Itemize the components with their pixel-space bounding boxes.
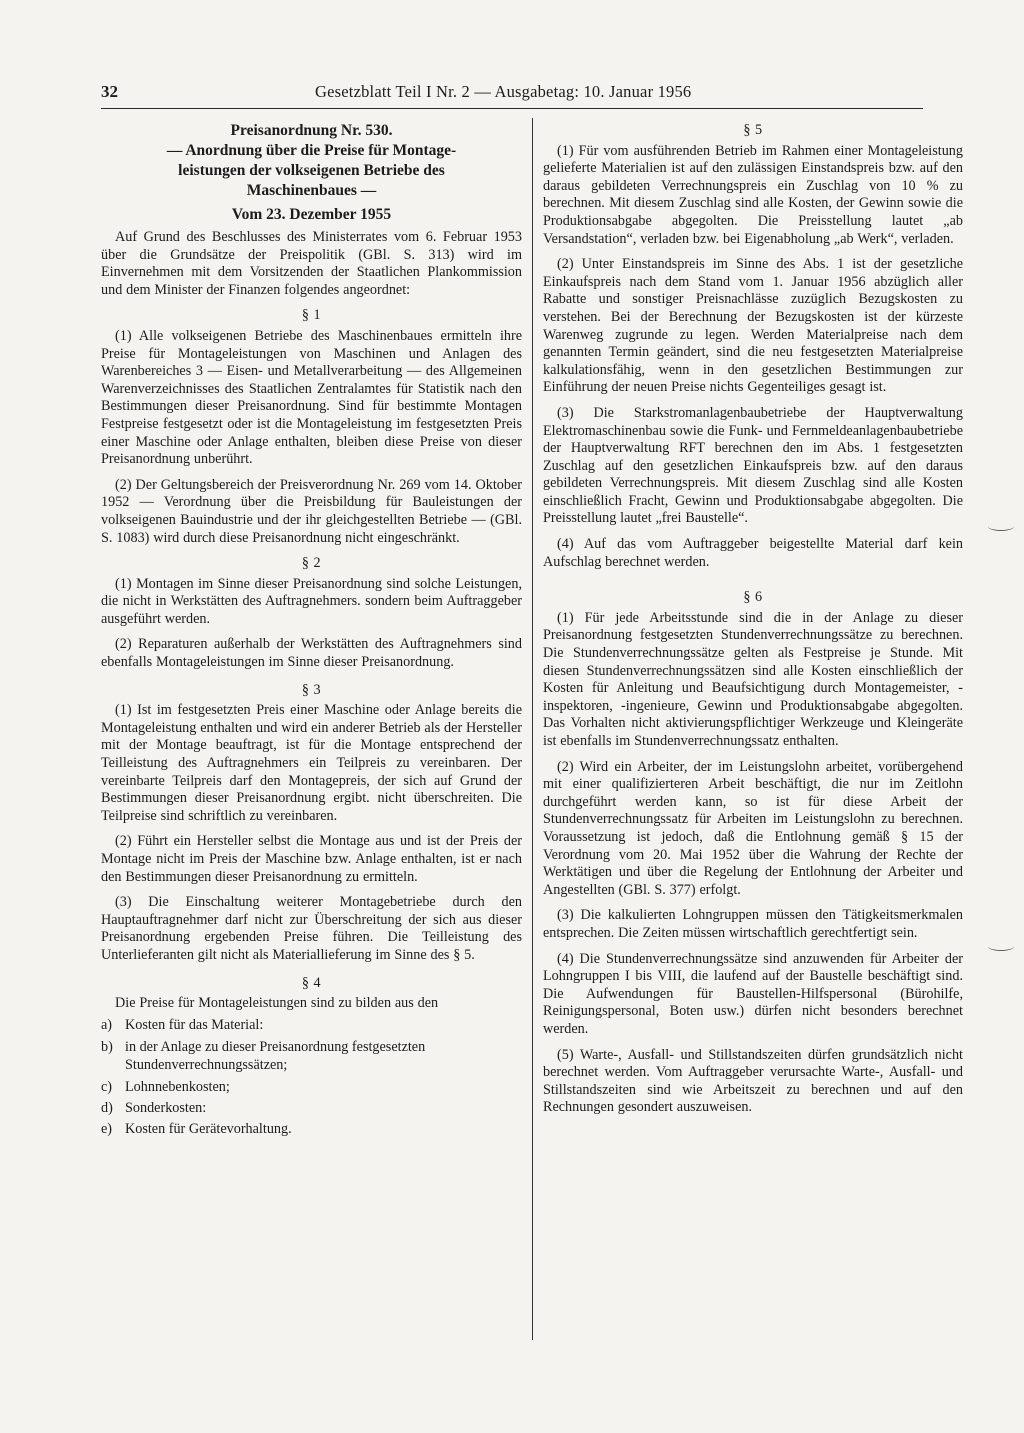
list-item	[101, 1119, 522, 1140]
section-5-para-4: (4) Auf das vom Auftraggeber beigestellte Material darf kein Aufschlag berechnet werden.	[543, 536, 963, 570]
section-5-para-2: (2) Unter Einstandspreis im Sinne des Abs. 1 ist der gesetzliche Einkaufspreis nach dem Stand vom 1. Januar 1956 abzüglich aller Rabatte und sonstiger Preisnachlässe zuzüglich Bezugskosten zu verstehen. Bei der Berechnung der Bezugskosten ist der kürzeste Warenweg zugrunde zu legen. Werden Materialpreise nach dem genannten Termin geändert, sind die neu festgesetzten Materialpreise kalkulationsfähig, wenn in den gesetzlichen Bestimmungen zur Einführung der neuen Preise nichts Gegenteiliges gesagt ist.	[543, 256, 963, 396]
list-item	[101, 1015, 522, 1036]
list-item-text: Sonderkosten:	[125, 1099, 207, 1116]
title-line-4: Maschinenbaues —	[246, 182, 377, 199]
title-line-2: — Anordnung über die Preise für Montage-	[166, 142, 457, 159]
list-item-label: c)	[101, 1078, 113, 1095]
margin-pencil-mark	[988, 522, 1014, 531]
list-item-text: in der Anlage zu dieser Preisanordnung festgesetzten Stundenverrechnungssätzen;	[125, 1038, 426, 1073]
list-item	[101, 1077, 522, 1098]
section-3-para-1: (1) Ist im festgesetzten Preis einer Maschine oder Anlage bereits die Montageleistung enthalten und wird ein anderer Betrieb als der Hersteller mit der Montage beauftragt, ist für die Montage entsprechend der Teilleistung des Auftragnehmers ein Teilpreis zu vereinbaren. Der vereinbarte Teilpreis darf den Montagepreis, der sich auf Grund der Bestimmungen dieser Preisanordnung ergibt. nicht überschreiten. Die Teilpreise sind schriftlich zu vereinbaren.	[101, 702, 522, 824]
margin-pencil-mark	[988, 942, 1014, 951]
ordinance-title	[101, 121, 522, 225]
section-4-list	[101, 1015, 522, 1140]
section-3-para-3: (3) Die Einschaltung weiterer Montagebetriebe durch den Hauptauftragnehmer darf nicht zur Überschreitung der sich aus dieser Preisanordnung ergebenden Preise führen. Die Teilleistung des Unterlieferanten gilt nicht als Materiallieferung im Sinne des § 5.	[101, 894, 522, 963]
section-4-intro: Die Preise für Montageleistungen sind zu bilden aus den	[115, 995, 439, 1012]
section-6-para-1: (1) Für jede Arbeitsstunde sind die in der Anlage zu dieser Preisanordnung festgesetzten Stundenverrechnungssätze zu berechnen. Die Stundenverrechnungssätze gelten als Festpreise je Stunde. Mit diesen Stundenverrechnungssätzen sind alle Kosten einschließlich der Kosten für Anleitung und Beaufsichtigung durch Montagemeister, -inspektoren, -ingenieure, Gewinn und Produktionsabgabe abgegolten. Das Vorhalten nicht aktivierungspflichtiger Werkzeuge und Kleingeräte ist ebenfalls im Stundenverrechnungssatz enthalten.	[543, 609, 963, 749]
section-1-heading: § 1	[301, 307, 322, 324]
section-5-para-3: (3) Die Starkstromanlagenbaubetriebe der Hauptverwaltung Elektromaschinenbau sowie die Funk- und Fernmeldeanlagenbaubetriebe der Hauptverwaltung RFT berechnen den im Abs. 1 festgesetzten Zuschlag auf den gesetzlichen Einkaufspreis bzw. auf den daraus gebildeten Verrechnungspreis. Mit diesem Zuschlag sind alle Kosten einschließlich Fracht, Gewinn und Produktionsabgabe abgegolten. Die Preisstellung lautet „frei Baustelle“.	[543, 404, 963, 527]
title-date: Vom 23. Dezember 1955	[231, 206, 392, 223]
header-rule	[101, 108, 923, 109]
header-title: Gesetzblatt Teil I Nr. 2 — Ausgabetag: 10. Januar 1956	[315, 82, 692, 101]
section-2-para-2: (2) Reparaturen außerhalb der Werkstätten des Auftragnehmers sind ebenfalls Montageleistungen im Sinne dieser Preisanordnung.	[101, 636, 522, 671]
section-6-para-2: (2) Wird ein Arbeiter, der im Leistungslohn arbeitet, vorübergehend mit einer qualifizierteren Arbeit beschäftigt, die nur im Zeitlohn durchgeführt werden kann, so ist für diese Arbeit der Stundenverrechnungssatz für Arbeiten im Leistungslohn zu berechnen. Voraussetzung ist jedoch, daß die Entlohnung gemäß § 15 der Verordnung vom 20. Mai 1952 über die Wahrung der Rechte der Werktätigen und über die Regelung der Entlohnung der Arbeiter und Angestellten (GBl. S. 377) erfolgt.	[543, 758, 963, 898]
list-item-text: Kosten für Gerätevorhaltung.	[125, 1120, 292, 1137]
list-item	[101, 1098, 522, 1119]
section-2-para-1: (1) Montagen im Sinne dieser Preisanordnung sind solche Leistungen, die nicht in Werkstätten des Auftragnehmers. sondern beim Auftraggeber ausgeführt werden.	[101, 575, 522, 627]
list-item-text: Kosten für das Material:	[125, 1016, 264, 1033]
list-item	[101, 1038, 522, 1074]
section-6-para-3: (3) Die kalkulierten Lohngruppen müssen den Tätigkeitsmerkmalen entsprechen. Die Zeiten müssen wirtschaftlich gerechtfertigt sein.	[543, 907, 963, 941]
list-item-text: Lohnnebenkosten;	[125, 1078, 230, 1095]
list-item-label: d)	[101, 1099, 113, 1116]
section-1-para-1: (1) Alle volkseigenen Betriebe des Maschinenbaues ermitteln ihre Preise für Montageleistungen von Maschinen und Anlagen des Warenbereiches 3 — Eisen- und Metallverarbeitung — des Allgemeinen Warenverzeichnisses des Staatlichen Zentralamtes für Statistik nach den Bestimmungen dieser Preisanordnung. Sind für bestimmte Montagen Festpreise festgesetzt oder ist die Montageleistung im festgesetzten Preis einer Maschine oder Anlage enthalten, bleiben diese Preise von dieser Preisanordnung unberührt.	[101, 327, 522, 468]
section-6-heading: § 6	[743, 589, 763, 606]
list-item-label: a)	[101, 1016, 113, 1033]
section-5-para-1: (1) Für vom ausführenden Betrieb im Rahmen einer Montageleistung gelieferte Materialien ist auf den zulässigen Einstandspreis bzw. auf den daraus gebildeten Verrechnungspreis ein Zuschlag von 10 % zu berechnen. Mit diesem Zuschlag sind alle Kosten, der Gewinn sowie die Produktionsabgabe abgegolten. Die Preisstellung lautet „ab Versandstation“, verladen bzw. bei Eigenabholung „ab Werk“, verladen.	[543, 142, 963, 247]
list-item-label: e)	[101, 1120, 113, 1137]
section-3-para-2: (2) Führt ein Hersteller selbst die Montage aus und ist der Preis der Montage nicht im Preis der Maschine bzw. Anlage enthalten, ist er nach den Bestimmungen dieser Preisanordnung zu ermitteln.	[101, 833, 522, 885]
section-2-heading: § 2	[301, 555, 322, 572]
section-6-para-4: (4) Die Stundenverrechnungssätze sind anzuwenden für Arbeiter der Lohngruppen I bis VIII, die laufend auf der Baustelle beschäftigt sind. Die Aufwendungen für Baustellen-Hilfspersonal (Bürohilfe, Reinigungspersonal, Boten usw.) dürfen nicht besonders berechnet werden.	[543, 950, 963, 1037]
page-number: 32	[101, 82, 118, 101]
section-1-para-2: (2) Der Geltungsbereich der Preisverordnung Nr. 269 vom 14. Oktober 1952 — Verordnung über die Preisbildung für Bauleistungen der volkseigenen Bauindustrie und der ihr gleichgestellten Betriebe — (GBl. S. 1083) wird durch diese Preisanordnung nicht eingeschränkt.	[101, 476, 522, 546]
intro-paragraph: Auf Grund des Beschlusses des Ministerrates vom 6. Februar 1953 über die Grundsätze der Preispolitik (GBl. S. 313) wird im Einvernehmen mit dem Vorsitzenden der Staatlichen Plankommission und dem Minister der Finanzen folgendes angeordnet:	[101, 229, 522, 298]
section-6-para-5: (5) Warte-, Ausfall- und Stillstandszeiten dürfen grundsätzlich nicht berechnet werden. Vom Auftraggeber verursachte Warte-, Ausfall- und Stillstandszeiten sind wie Arbeitszeit zu berechnen und auf den Rechnungen gesondert auszuweisen.	[543, 1046, 963, 1116]
section-5-heading: § 5	[743, 122, 763, 138]
section-4-heading: § 4	[301, 974, 322, 991]
title-line-3: leistungen der volkseigenen Betriebe des	[178, 162, 445, 179]
left-column	[101, 118, 522, 1140]
section-3-heading: § 3	[301, 681, 322, 698]
right-column	[543, 118, 963, 1125]
page-header	[101, 82, 923, 106]
title-line-1: Preisanordnung Nr. 530.	[230, 122, 393, 139]
list-item-label: b)	[101, 1038, 113, 1055]
column-divider	[532, 118, 533, 1340]
